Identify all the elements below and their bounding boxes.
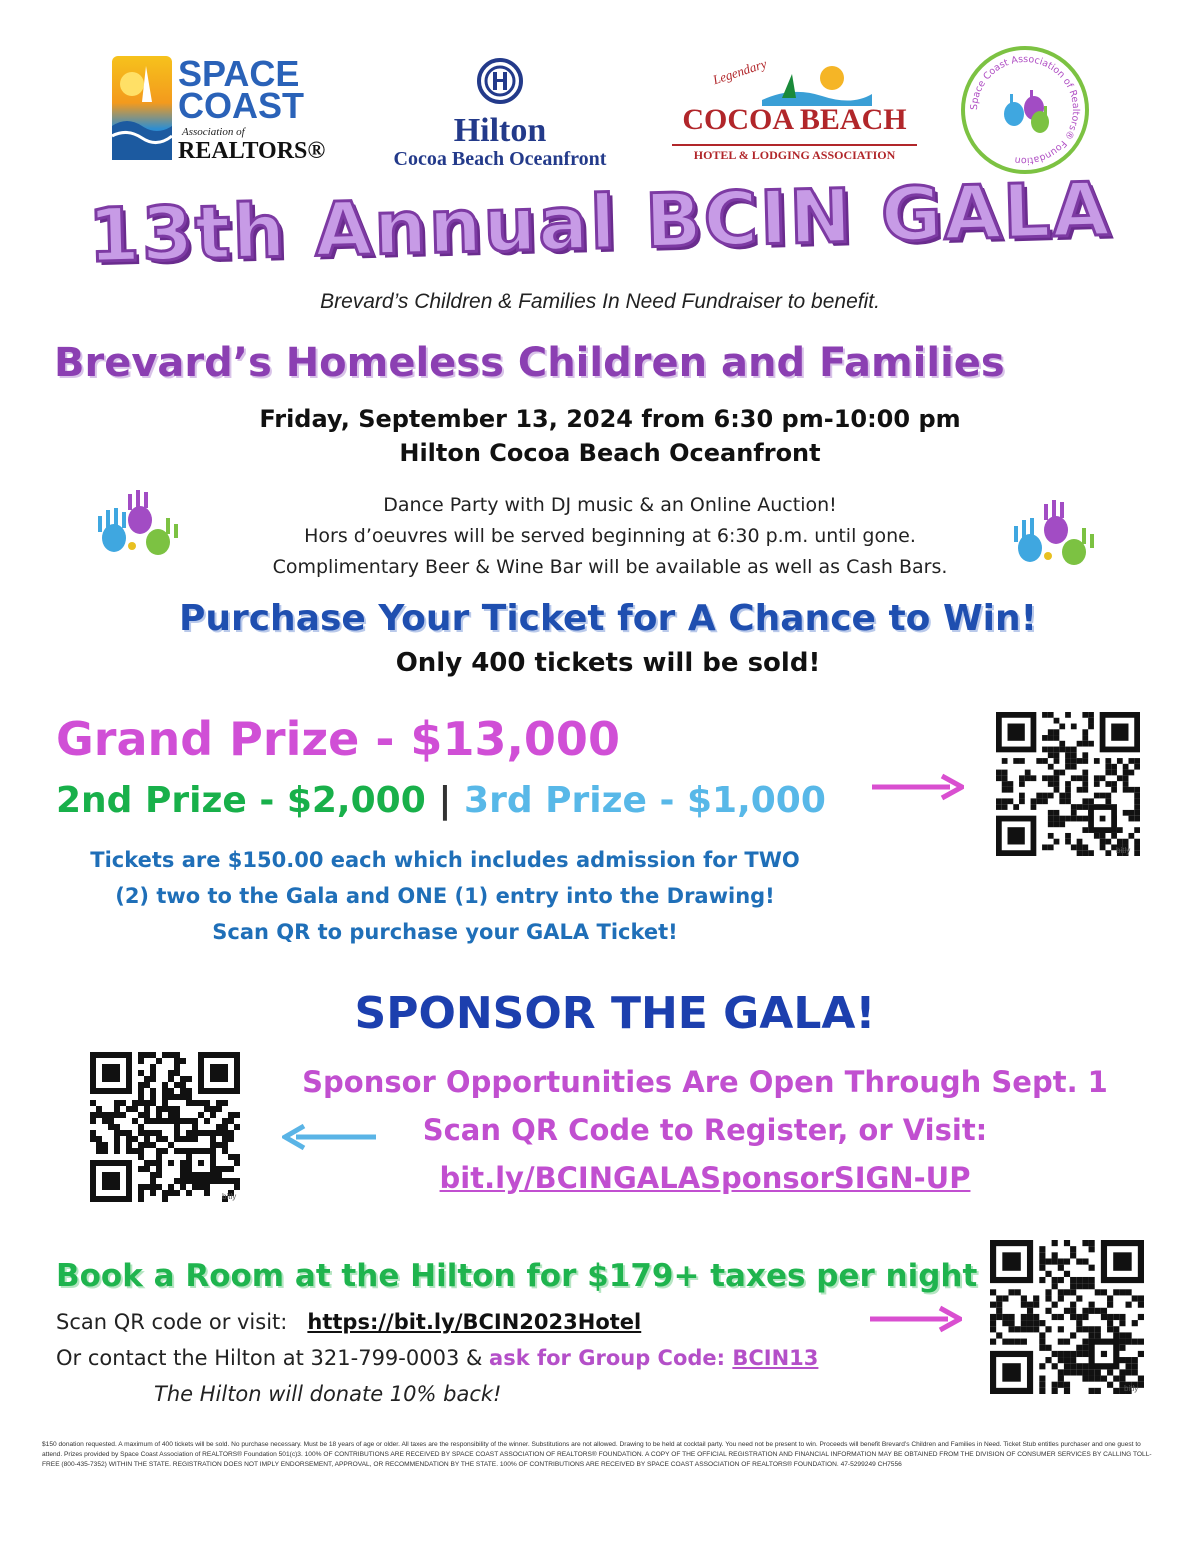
group-code: BCIN13 xyxy=(732,1346,819,1370)
qr-brand: bitly xyxy=(222,1192,237,1201)
gala-title-text: 13th Annual BCIN GALA xyxy=(87,166,1113,280)
ticket-qr-code[interactable] xyxy=(996,712,1140,856)
hotel-qr-code[interactable] xyxy=(990,1240,1144,1394)
cocoa-beach-subtitle: HOTEL & LODGING ASSOCIATION xyxy=(672,144,917,163)
detail-line: Hors d’oeuvres will be served beginning at 6:30 p.m. until gone. xyxy=(304,525,916,547)
logo-text-space: SPACE xyxy=(178,53,300,94)
sponsor-info xyxy=(300,1058,1110,1202)
hilton-logo xyxy=(370,58,630,168)
hilton-subtitle: Cocoa Beach Oceanfront xyxy=(393,148,607,170)
cocoa-legendary-script: Legendary xyxy=(710,55,769,88)
secondary-prizes xyxy=(56,780,826,821)
event-info xyxy=(0,402,1200,470)
gala-title xyxy=(0,166,1200,280)
qr-brand: bitly xyxy=(1124,1384,1139,1393)
grand-prize: Grand Prize - $13,000 xyxy=(56,712,620,766)
second-prize: 2nd Prize - $2,000 xyxy=(56,780,426,821)
third-prize: 3rd Prize - $1,000 xyxy=(464,780,826,821)
event-date-time: Friday, September 13, 2024 from 6:30 pm-10:00 pm xyxy=(259,405,961,433)
hotel-scan-prefix: Scan QR code or visit: xyxy=(56,1310,288,1334)
foundation-ring-text: Space Coast Association of Realtors® Foundation xyxy=(968,53,1082,167)
event-venue: Hilton Cocoa Beach Oceanfront xyxy=(399,439,821,467)
event-details xyxy=(0,490,1200,583)
hilton-emblem-icon xyxy=(470,58,530,104)
detail-line: Dance Party with DJ music & an Online Auction! xyxy=(383,494,837,516)
space-coast-logo xyxy=(112,53,327,164)
foundation-handprints-logo xyxy=(960,45,1090,175)
hotel-contact-line xyxy=(56,1340,936,1376)
ticket-line: (2) two to the Gala and ONE (1) entry into the Drawing! xyxy=(115,884,775,908)
hotel-scan-line xyxy=(56,1304,936,1340)
detail-line: Complimentary Beer & Wine Bar will be available as well as Cash Bars. xyxy=(272,556,948,578)
gala-subtitle: Brevard’s Children & Families In Need Fundraiser to benefit. xyxy=(320,290,880,313)
ticket-line: Scan QR to purchase your GALA Ticket! xyxy=(212,920,678,944)
sponsor-line: Scan QR Code to Register, or Visit: xyxy=(422,1113,988,1147)
logo-text-realtors: REALTORS® xyxy=(178,138,326,164)
hotel-contact-prefix: Or contact the Hilton at 321-799-0003 & xyxy=(56,1346,490,1370)
space-coast-emblem xyxy=(112,56,172,160)
sponsor-qr-code[interactable] xyxy=(90,1052,240,1202)
ticket-line: Tickets are $150.00 each which includes admission for TWO xyxy=(90,848,800,872)
prize-separator: | xyxy=(438,780,452,821)
qr-brand: bitly xyxy=(1116,846,1131,855)
hotel-donate-note: The Hilton will donate 10% back! xyxy=(154,1382,502,1406)
ticket-limit: Only 400 tickets will be sold! xyxy=(395,648,821,678)
fine-print: $150 donation requested. A maximum of 400 tickets will be sold. No purchase necessary. Must be 18 years of age or older. All taxes are the responsibility of the winner. Substitutions are not allowed. Drawing to be held at cocktail party. You need not be present to win. Proceeds will benefit Brevard’s Children and Families in Need. Ticket Stub entitles purchaser and one guest to attend. Prizes provided by Space Coast Association of REALTORS® Foundation 501(c)3. 100% OF CONTRIBUTIONS ARE RECEIVED BY SPACE COAST ASSOCIATION OF REALTORS® FOUNDATION. A COPY OF THE OFFICIAL REGISTRATION AND FINANCIAL INFORMATION MAY BE OBTAINED FROM THE DIVISION OF CONSUMER SERVICES BY CALLING TOLL-FREE (800-435-7352) WITHIN THE STATE. REGISTRATION DOES NOT IMPLY ENDORSEMENT, APPROVAL, OR RECOMMENDATION BY THE STATE. 100% OF CONTRIBUTIONS ARE RECEIVED BY SPACE COAST ASSOCIATION OF REALTORS® FOUNDATION. 47-5299249 CH7556 xyxy=(42,1441,1152,1468)
arrow-right-icon xyxy=(868,1304,962,1334)
beneficiary-heading: Brevard’s Homeless Children and Families xyxy=(54,340,1005,386)
hilton-name: Hilton xyxy=(453,112,547,149)
purchase-headline: Purchase Your Ticket for A Chance to Win! xyxy=(178,598,1038,639)
arrow-right-icon xyxy=(870,772,964,802)
hotel-link[interactable]: https://bit.ly/BCIN2023Hotel xyxy=(307,1310,642,1334)
logo-text-coast: COAST xyxy=(178,85,304,126)
logo-text-association: Association of xyxy=(182,126,245,138)
group-code-prefix: ask for Group Code: xyxy=(489,1346,733,1370)
sponsor-link[interactable]: bit.ly/BCINGALASponsorSIGN-UP xyxy=(439,1161,971,1195)
hotel-info xyxy=(56,1304,936,1412)
sponsor-headline: SPONSOR THE GALA! xyxy=(354,988,876,1039)
sponsor-line: Sponsor Opportunities Are Open Through Sept. 1 xyxy=(302,1065,1108,1099)
cocoa-beach-name: COCOA BEACH xyxy=(682,103,907,136)
ticket-info xyxy=(40,842,850,950)
hotel-headline: Book a Room at the Hilton for $179+ taxes per night xyxy=(56,1258,978,1294)
cocoa-beach-sun-icon xyxy=(762,60,872,106)
cocoa-beach-logo xyxy=(672,55,917,170)
